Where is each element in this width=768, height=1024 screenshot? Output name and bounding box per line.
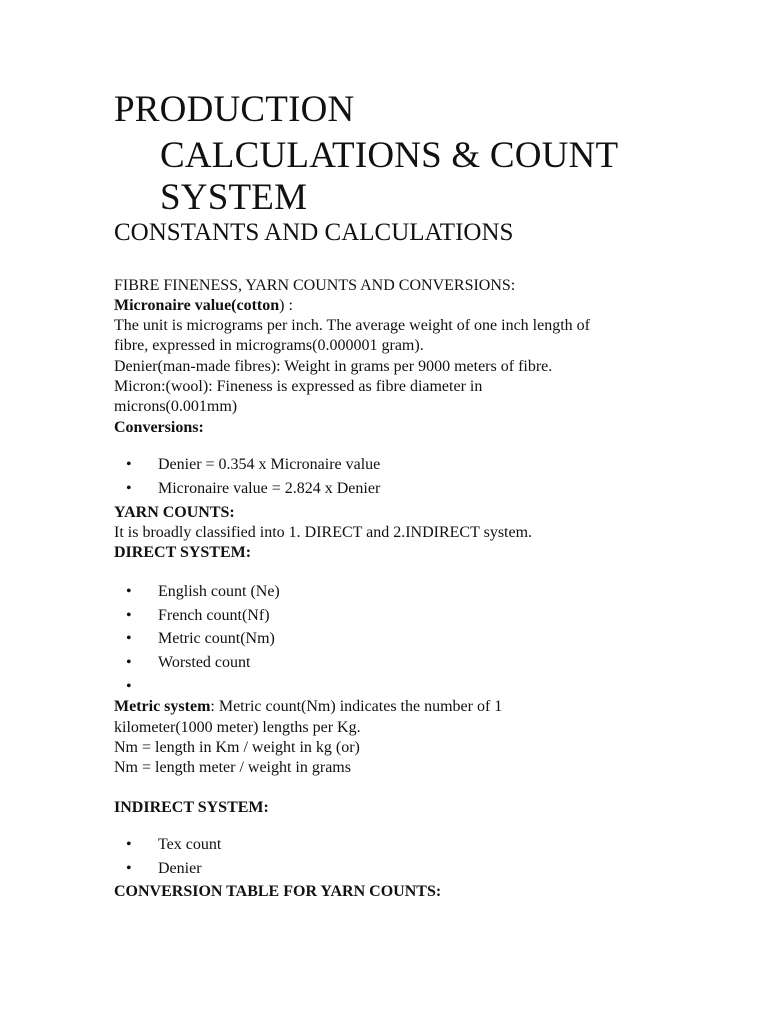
yarn-counts-desc: It is broadly classified into 1. DIRECT and 2.INDIRECT system. bbox=[114, 524, 533, 541]
bullet-glyph: • bbox=[126, 860, 132, 877]
title-line-3: SYSTEM bbox=[160, 177, 308, 218]
metric-system-desc: : Metric count(Nm) indicates the number of 1 bbox=[210, 698, 503, 715]
metric-system-label: Metric system bbox=[114, 698, 211, 715]
title-line-2: CALCULATIONS & COUNT bbox=[160, 135, 619, 176]
fibre-section-heading: FIBRE FINENESS, YARN COUNTS AND CONVERSIONS: bbox=[114, 277, 516, 294]
metric-formula-2: Nm = length meter / weight in grams bbox=[114, 759, 351, 776]
micronaire-suffix: ) : bbox=[279, 297, 293, 314]
direct-item-text: French count(Nf) bbox=[158, 607, 270, 624]
bullet-glyph: • bbox=[126, 583, 132, 600]
direct-item-text: Metric count(Nm) bbox=[158, 630, 275, 647]
direct-system-heading: DIRECT SYSTEM: bbox=[114, 544, 252, 561]
metric-formula-1: Nm = length in Km / weight in kg (or) bbox=[114, 739, 360, 756]
subtitle: CONSTANTS AND CALCULATIONS bbox=[114, 219, 514, 246]
metric-system-line bbox=[114, 697, 502, 717]
micronaire-label: Micronaire value(cotton bbox=[114, 297, 280, 314]
yarn-counts-heading: YARN COUNTS: bbox=[114, 504, 235, 521]
bullet-glyph: • bbox=[126, 630, 132, 647]
indirect-item-text: Tex count bbox=[158, 836, 222, 853]
conversions-heading: Conversions: bbox=[114, 419, 204, 436]
micronaire-desc-1: The unit is micrograms per inch. The average weight of one inch length of bbox=[114, 317, 590, 334]
bullet-glyph: • bbox=[126, 480, 132, 497]
bullet-glyph: • bbox=[126, 678, 132, 695]
title-line-1: PRODUCTION bbox=[114, 89, 355, 130]
micronaire-line bbox=[114, 296, 293, 316]
bullet-glyph: • bbox=[126, 607, 132, 624]
micron-desc-2: microns(0.001mm) bbox=[114, 398, 238, 415]
direct-item-text: English count (Ne) bbox=[158, 583, 280, 600]
denier-desc: Denier(man-made fibres): Weight in grams per 9000 meters of fibre. bbox=[114, 358, 553, 375]
bullet-glyph: • bbox=[126, 654, 132, 671]
bullet-glyph: • bbox=[126, 836, 132, 853]
metric-desc-2: kilometer(1000 meter) lengths per Kg. bbox=[114, 719, 361, 736]
micron-desc-1: Micron:(wool): Fineness is expressed as fibre diameter in bbox=[114, 378, 483, 395]
bullet-glyph: • bbox=[126, 456, 132, 473]
conversion-item-text: Denier = 0.354 x Micronaire value bbox=[158, 456, 381, 473]
micronaire-desc-2: fibre, expressed in micrograms(0.000001 gram). bbox=[114, 337, 424, 354]
conversion-table-heading: CONVERSION TABLE FOR YARN COUNTS: bbox=[114, 883, 442, 900]
direct-item-text: Worsted count bbox=[158, 654, 251, 671]
indirect-system-heading: INDIRECT SYSTEM: bbox=[114, 799, 269, 816]
indirect-item-text: Denier bbox=[158, 860, 202, 877]
conversion-item-text: Micronaire value = 2.824 x Denier bbox=[158, 480, 381, 497]
